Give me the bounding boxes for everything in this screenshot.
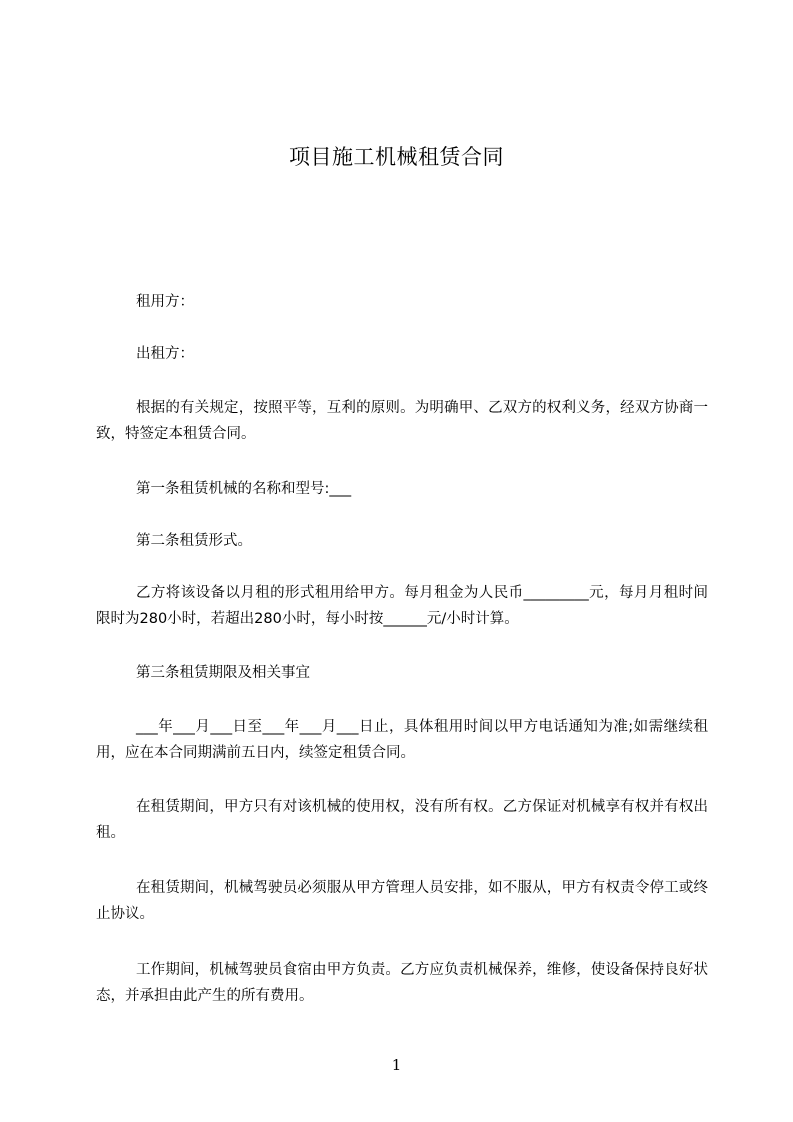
preamble-paragraph: 根据的有关规定，按照平等，互利的原则。为明确甲、乙双方的权利义务，经双方协商一致，特签定本租赁合同。 bbox=[96, 400, 708, 442]
article-1-heading: 第一条租赁机械的名称和型号:___ bbox=[136, 481, 352, 497]
maintenance-paragraph: 工作期间，机械驾驶员食宿由甲方负责。乙方应负责机械保养，维修，使设备保持良好状态，并承担由此产生的所有费用。 bbox=[96, 962, 708, 1004]
article-3-heading: 第三条租赁期限及相关事宜 bbox=[136, 665, 310, 681]
rental-period-paragraph: ___年___月___日至___年___月___日止，具体租用时间以甲方电话通知为准;如需继续租用，应在本合同期满前五日内，续签定租赁合同。 bbox=[96, 719, 708, 761]
rental-form-paragraph: 乙方将该设备以月租的形式租用给甲方。每月租金为人民币_________元，每月月租时间限时为280小时，若超出280小时，每小时按______元/小时计算。 bbox=[96, 585, 708, 627]
page-number: 1 bbox=[391, 1056, 402, 1074]
article-2-heading: 第二条租赁形式。 bbox=[136, 533, 252, 549]
document-title: 项目施工机械租赁合同 bbox=[289, 145, 504, 169]
lessee-label: 租用方： bbox=[136, 294, 194, 310]
lessor-label: 出租方： bbox=[136, 346, 194, 362]
driver-obedience-paragraph: 在租赁期间，机械驾驶员必须服从甲方管理人员安排，如不服从，甲方有权责令停工或终止协议。 bbox=[96, 880, 708, 922]
usage-right-paragraph: 在租赁期间，甲方只有对该机械的使用权，没有所有权。乙方保证对机械享有权并有权出租。 bbox=[96, 799, 708, 841]
